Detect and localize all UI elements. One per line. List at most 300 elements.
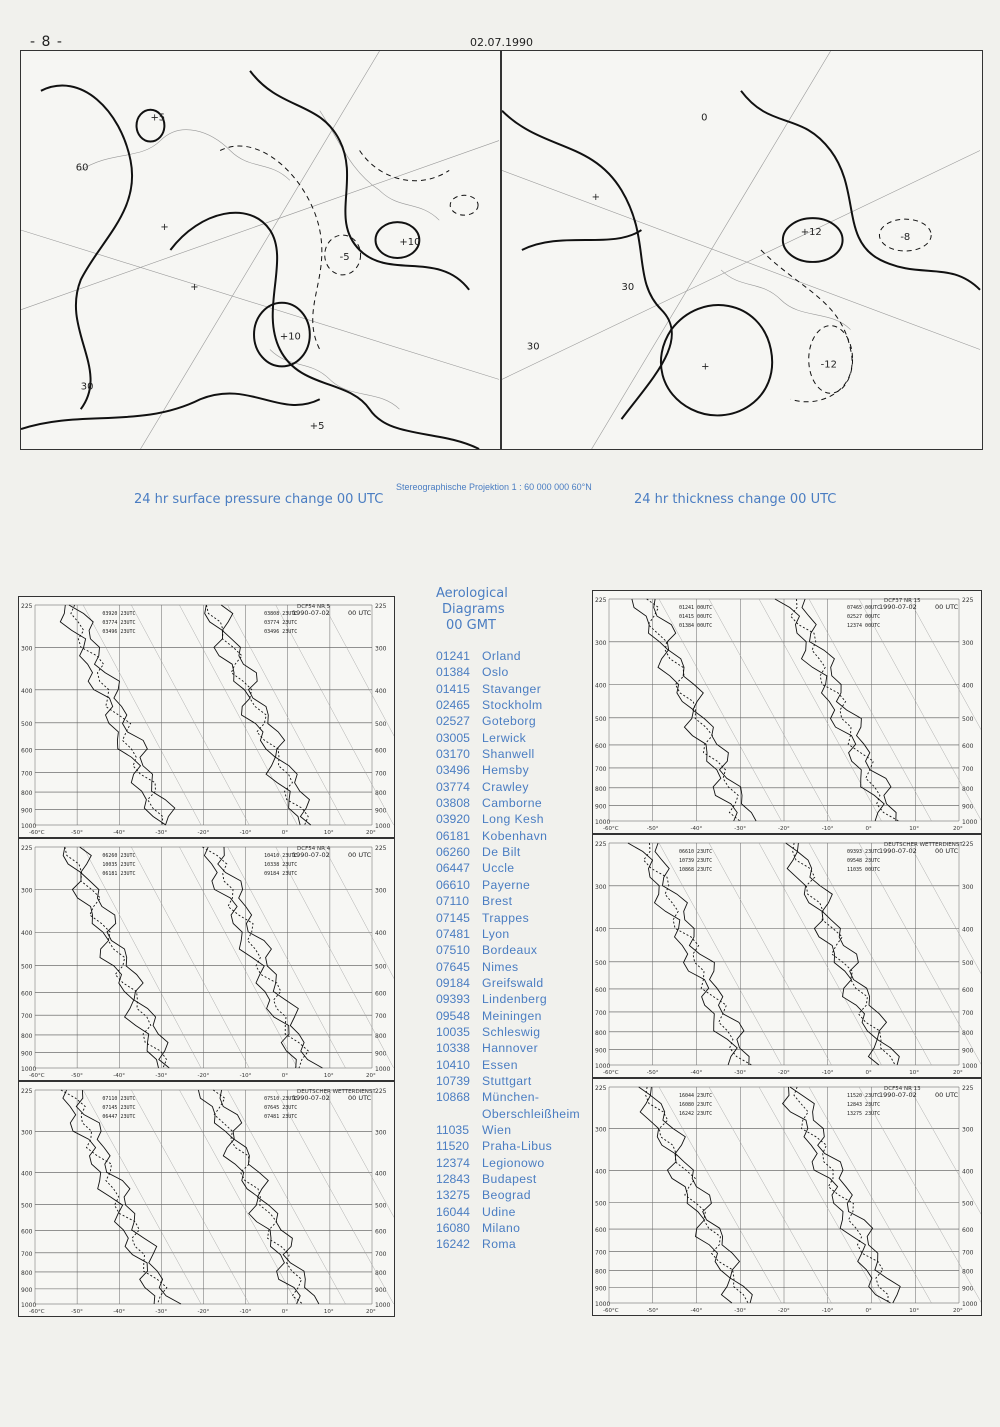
projection-note: Stereographische Projektion 1 : 60 000 000 60°N	[396, 482, 592, 492]
station-name: Praha-Libus	[482, 1139, 553, 1154]
diagram-svg	[19, 597, 394, 837]
svg-text:+: +	[701, 361, 710, 373]
pressure-label-left: 600	[595, 986, 607, 994]
station-row	[436, 1171, 596, 1187]
pressure-label-right: 600	[962, 742, 974, 750]
pressure-label-left: 900	[595, 1285, 607, 1293]
diagram-station-label: 09548 23UTC	[847, 858, 881, 864]
pressure-label-right: 225	[962, 597, 974, 604]
station-name: Roma	[482, 1237, 517, 1252]
pressure-label-right: 300	[375, 887, 387, 895]
station-name: Stuttgart	[482, 1073, 532, 1088]
station-code: 11035	[436, 1122, 469, 1137]
temperature-tick-label: -60°C	[603, 1070, 619, 1076]
pressure-label-right: 500	[962, 959, 974, 967]
temperature-tick-label: 20°	[953, 1070, 963, 1076]
temperature-tick-label: 10°	[909, 1070, 919, 1076]
aerological-diagram-6	[592, 1078, 982, 1316]
pressure-label-left: 300	[595, 639, 607, 647]
temperature-tick-label: -40°	[113, 1073, 125, 1079]
diagram-dcf-label: DCF37 NR 15	[884, 598, 921, 604]
diagram-utc: 00 UTC	[348, 609, 372, 617]
temperature-tick-label: 0°	[281, 830, 288, 836]
pressure-label-right: 600	[962, 1227, 974, 1235]
diagram-station-label: 01415 00UTC	[679, 614, 713, 620]
station-code: 03005	[436, 730, 470, 745]
thickness-map-drawing	[502, 51, 982, 449]
station-name: Essen	[482, 1057, 518, 1072]
diagram-utc: 00 UTC	[935, 847, 959, 855]
pressure-label-right: 500	[962, 715, 974, 723]
station-code: 13275	[436, 1188, 470, 1203]
pressure-label-right: 1000	[962, 1063, 978, 1070]
temperature-tick-label: 10°	[909, 826, 919, 832]
temperature-tick-label: 20°	[953, 826, 963, 832]
surface-pressure-caption: 24 hr surface pressure change 00 UTC	[134, 492, 384, 507]
temperature-tick-label: 0°	[865, 1308, 872, 1314]
station-row	[436, 828, 596, 844]
station-row	[436, 1155, 596, 1171]
station-name: Crawley	[482, 779, 529, 794]
pressure-label-right: 900	[962, 803, 974, 811]
pressure-label-left: 1000	[21, 1066, 37, 1073]
pressure-label-right: 600	[962, 986, 974, 994]
diagram-station-label: 10868 23UTC	[679, 867, 713, 873]
temperature-tick-label: 20°	[366, 1073, 376, 1079]
pressure-label-left: 400	[595, 1168, 607, 1176]
station-code: 07145	[436, 910, 470, 925]
station-row	[436, 910, 596, 926]
pressure-label-right: 800	[375, 1269, 387, 1277]
pressure-label-left: 700	[595, 765, 607, 773]
pressure-label-left: 225	[595, 841, 607, 848]
svg-text:0: 0	[701, 112, 708, 124]
pressure-label-right: 400	[962, 1168, 974, 1176]
station-name: Camborne	[482, 796, 543, 811]
diagram-station-label: 02527 00UTC	[847, 614, 881, 620]
pressure-label-right: 225	[375, 603, 387, 610]
pressure-label-right: 600	[375, 1228, 387, 1236]
diagram-station-label: 10410 23UTC	[264, 853, 298, 859]
station-code: 16242	[436, 1237, 470, 1252]
pressure-label-right: 500	[962, 1200, 974, 1208]
station-row	[436, 1057, 596, 1073]
pressure-label-left: 600	[595, 742, 607, 750]
pressure-label-right: 800	[962, 785, 974, 793]
pressure-label-right: 1000	[375, 1066, 391, 1073]
pressure-label-left: 300	[21, 645, 33, 653]
station-name: Udine	[482, 1204, 516, 1219]
pressure-label-left: 800	[21, 1032, 33, 1040]
pressure-label-left: 700	[595, 1249, 607, 1257]
station-row	[436, 1040, 596, 1056]
station-name: Oberschleißheim	[482, 1106, 581, 1121]
pressure-label-right: 900	[375, 1286, 387, 1294]
pressure-label-left: 900	[21, 807, 33, 815]
station-code: 10410	[436, 1057, 470, 1072]
temperature-tick-label: -20°	[778, 1308, 790, 1314]
diagram-station-label: 01384 00UTC	[679, 623, 713, 629]
diagram-station-label: 09393 23UTC	[847, 849, 881, 855]
svg-text:30: 30	[621, 281, 635, 293]
temperature-tick-label: -40°	[113, 1309, 125, 1315]
pressure-label-left: 500	[595, 1200, 607, 1208]
pressure-label-left: 225	[595, 1085, 607, 1092]
pressure-label-right: 600	[375, 747, 387, 755]
station-code: 09548	[436, 1008, 470, 1023]
station-name: Budapest	[482, 1172, 537, 1186]
station-row	[436, 664, 596, 680]
temperature-tick-label: -10°	[821, 826, 834, 832]
aerological-diagram-4	[592, 590, 982, 834]
temperature-tick-label: 0°	[281, 1309, 288, 1315]
station-row	[436, 713, 596, 729]
temperature-tick-label: 0°	[281, 1073, 288, 1079]
aerological-diagram-5	[592, 834, 982, 1078]
station-row	[436, 975, 596, 991]
station-row	[436, 746, 596, 762]
diagram-svg	[593, 591, 981, 833]
temperature-tick-label: -50°	[646, 1070, 659, 1076]
temperature-tick-label: -50°	[646, 1308, 659, 1314]
diagram-utc: 00 UTC	[935, 1091, 959, 1099]
station-name: Legionowo	[482, 1155, 545, 1170]
station-name: Bordeaux	[482, 943, 538, 958]
temperature-tick-label: -10°	[239, 1309, 252, 1315]
station-name: Stockholm	[482, 698, 543, 713]
pressure-label-left: 1000	[21, 823, 37, 830]
pressure-label-right: 500	[375, 720, 387, 728]
pressure-label-left: 900	[21, 1050, 33, 1058]
diagram-station-label: 03496 23UTC	[102, 629, 136, 635]
pressure-label-right: 300	[962, 883, 974, 891]
station-row	[436, 1204, 596, 1220]
station-name: Hannover	[482, 1041, 539, 1056]
station-code: 02465	[436, 698, 470, 713]
pressure-label-left: 225	[21, 845, 33, 852]
pressure-label-left: 800	[595, 785, 607, 793]
pressure-label-left: 800	[21, 790, 33, 798]
pressure-label-right: 500	[375, 1202, 387, 1210]
station-code: 12374	[436, 1155, 470, 1170]
diagram-date: 1990-07-02	[879, 603, 917, 611]
station-code: 03808	[436, 796, 470, 811]
temperature-tick-label: -30°	[734, 1070, 746, 1076]
pressure-label-left: 225	[595, 597, 607, 604]
temperature-tick-label: -20°	[197, 1309, 210, 1315]
pressure-label-right: 900	[962, 1047, 974, 1055]
diagram-station-label: 06260 23UTC	[102, 853, 136, 859]
temperature-tick-label: -30°	[734, 1308, 746, 1314]
station-code: 16044	[436, 1204, 470, 1219]
station-row	[436, 648, 596, 664]
station-name: Nimes	[482, 959, 519, 974]
svg-text:30: 30	[526, 341, 540, 353]
station-name: Oslo	[482, 665, 509, 680]
pressure-label-right: 225	[962, 841, 974, 848]
station-name: Trappes	[482, 910, 530, 925]
station-name: Stavanger	[482, 681, 542, 696]
pressure-label-right: 400	[375, 930, 387, 938]
diagram-station-label: 12843 23UTC	[847, 1102, 881, 1108]
station-row	[436, 1073, 596, 1089]
station-name: Schleswig	[482, 1024, 541, 1039]
temperature-tick-label: -30°	[155, 1073, 168, 1079]
diagram-station-label: 03774 23UTC	[102, 620, 136, 626]
pressure-label-right: 1000	[375, 1302, 391, 1309]
diagram-date: 1990-07-02	[292, 851, 330, 859]
pressure-label-right: 300	[375, 645, 387, 653]
pressure-label-left: 300	[595, 1126, 607, 1134]
station-row	[436, 1220, 596, 1236]
diagram-station-label: 03774 23UTC	[264, 620, 298, 626]
pressure-label-left: 600	[21, 1228, 33, 1236]
station-list	[436, 648, 596, 1253]
temperature-tick-label: -50°	[71, 1073, 83, 1079]
diagram-station-label: 16044 23UTC	[679, 1093, 713, 1099]
temperature-tick-label: 10°	[323, 1073, 334, 1079]
station-code: 16080	[436, 1221, 470, 1236]
station-row	[436, 844, 596, 860]
diagram-station-label: 10739 23UTC	[679, 858, 713, 864]
station-legend	[436, 586, 596, 1253]
diagram-station-label: 09184 23UTC	[264, 871, 298, 877]
diagram-station-label: 16242 23UTC	[679, 1111, 713, 1117]
pressure-label-right: 400	[962, 682, 974, 690]
temperature-tick-label: 0°	[865, 1070, 872, 1076]
pressure-label-left: 300	[21, 1129, 33, 1137]
pressure-label-left: 900	[595, 1047, 607, 1055]
diagram-station-label: 03496 23UTC	[264, 629, 298, 635]
pressure-label-right: 500	[375, 963, 387, 971]
diagram-station-label: 03920 23UTC	[102, 611, 136, 617]
station-row	[436, 811, 596, 827]
station-code: 03170	[436, 747, 470, 762]
station-code: 06610	[436, 877, 470, 892]
pressure-label-left: 700	[21, 1250, 33, 1258]
diagram-station-label: 07481 23UTC	[264, 1114, 298, 1120]
station-name: Kobenhavn	[482, 828, 548, 843]
station-code: 03774	[436, 779, 470, 794]
station-name: Lindenberg	[482, 992, 547, 1007]
station-name: Shanwell	[482, 747, 535, 762]
pressure-label-right: 225	[375, 1088, 387, 1095]
thickness-change-map	[501, 50, 983, 450]
pressure-label-left: 400	[21, 930, 33, 938]
svg-text:+12: +12	[800, 227, 822, 239]
temperature-tick-label: 20°	[953, 1308, 963, 1314]
temperature-tick-label: 0°	[865, 826, 872, 832]
station-row	[436, 779, 596, 795]
svg-text:+5: +5	[150, 112, 166, 124]
temperature-tick-label: -50°	[71, 1309, 83, 1315]
diagram-station-label: 10035 23UTC	[102, 862, 136, 868]
station-row	[436, 1024, 596, 1040]
station-name: Meiningen	[482, 1008, 542, 1023]
pressure-label-right: 700	[962, 1249, 974, 1257]
pressure-label-right: 800	[375, 1032, 387, 1040]
diagram-dcf-label: DCF54 NR 4	[297, 846, 331, 852]
station-code: 01241	[436, 649, 470, 663]
pressure-label-left: 600	[21, 990, 33, 998]
aerological-diagram-2	[18, 838, 395, 1081]
svg-text:+10: +10	[279, 331, 301, 343]
diagram-date: 1990-07-02	[292, 1094, 330, 1102]
temperature-tick-label: -40°	[690, 826, 703, 832]
diagram-station-label: 07465 00UTC	[847, 605, 881, 611]
aerological-diagram-3	[18, 1081, 395, 1317]
svg-text:-12: -12	[820, 359, 837, 371]
temperature-tick-label: -10°	[821, 1308, 834, 1314]
pressure-label-right: 800	[962, 1268, 974, 1276]
pressure-label-left: 225	[21, 1088, 33, 1095]
diagram-date: 1990-07-02	[879, 847, 917, 855]
pressure-label-left: 400	[21, 687, 33, 695]
station-row	[436, 942, 596, 958]
temperature-tick-label: -20°	[197, 1073, 210, 1079]
pressure-label-left: 225	[21, 603, 33, 610]
pressure-label-right: 700	[375, 1250, 387, 1258]
station-name: Wien	[482, 1122, 512, 1137]
pressure-map-drawing	[21, 51, 500, 449]
aerological-diagram-1	[18, 596, 395, 838]
pressure-label-right: 225	[962, 1085, 974, 1092]
temperature-tick-label: -40°	[113, 830, 125, 836]
pressure-label-right: 600	[375, 990, 387, 998]
station-row	[436, 860, 596, 876]
station-code: 07481	[436, 926, 470, 941]
station-name: Long Kesh	[482, 812, 544, 827]
pressure-label-right: 700	[962, 1009, 974, 1017]
station-code: 10035	[436, 1024, 470, 1039]
station-name: Orland	[482, 649, 521, 663]
temperature-tick-label: -30°	[155, 830, 168, 836]
legend-title-line: Aerological	[436, 586, 508, 601]
temperature-tick-label: -60°C	[603, 1308, 619, 1314]
station-name: Milano	[482, 1221, 521, 1236]
station-name: Hemsby	[482, 763, 530, 778]
legend-title-line: 00 GMT	[446, 618, 496, 633]
temperature-tick-label: -30°	[155, 1309, 168, 1315]
station-row	[436, 926, 596, 942]
diagram-svg	[593, 1079, 981, 1315]
temperature-tick-label: 20°	[366, 1309, 376, 1315]
station-row	[436, 1138, 596, 1154]
diagram-station-label: 16080 23UTC	[679, 1102, 713, 1108]
temperature-tick-label: -20°	[197, 830, 210, 836]
temperature-tick-label: -40°	[690, 1308, 703, 1314]
pressure-label-left: 300	[21, 887, 33, 895]
pressure-label-left: 600	[595, 1227, 607, 1235]
station-row	[436, 893, 596, 909]
station-row	[436, 1106, 596, 1122]
svg-text:30: 30	[80, 381, 94, 393]
station-name: Uccle	[482, 861, 515, 876]
pressure-label-left: 500	[595, 959, 607, 967]
station-code: 12843	[436, 1172, 470, 1186]
station-name: Beograd	[482, 1188, 531, 1203]
diagram-station-label: 07645 23UTC	[264, 1105, 298, 1111]
station-name: Lyon	[482, 926, 510, 941]
diagram-station-label: 11520 23UTC	[847, 1093, 881, 1099]
pressure-label-right: 800	[375, 790, 387, 798]
diagram-station-label: 10338 23UTC	[264, 862, 298, 868]
pressure-label-left: 500	[21, 963, 33, 971]
station-code: 06260	[436, 845, 470, 860]
pressure-label-left: 600	[21, 747, 33, 755]
pressure-label-right: 1000	[962, 819, 978, 826]
station-code: 10338	[436, 1041, 470, 1056]
pressure-label-left: 1000	[595, 1063, 611, 1070]
station-name: De Bilt	[482, 845, 521, 860]
station-row	[436, 730, 596, 746]
pressure-label-left: 1000	[595, 819, 611, 826]
pressure-label-left: 900	[595, 803, 607, 811]
temperature-tick-label: -20°	[778, 826, 790, 832]
pressure-label-left: 400	[595, 682, 607, 690]
diagram-station-label: 06181 23UTC	[102, 871, 136, 877]
temperature-tick-label: -20°	[778, 1070, 790, 1076]
svg-text:+: +	[160, 222, 169, 234]
pressure-label-left: 800	[595, 1268, 607, 1276]
diagram-svg	[19, 839, 394, 1080]
pressure-label-left: 400	[595, 926, 607, 934]
temperature-tick-label: -40°	[690, 1070, 703, 1076]
station-code: 07510	[436, 943, 470, 958]
page-date: 02.07.1990	[470, 36, 533, 49]
pressure-label-right: 400	[375, 687, 387, 695]
diagram-dcf-label: DCF54 NR 5	[297, 604, 331, 610]
svg-text:60: 60	[75, 162, 89, 174]
diagram-dcf-label: DEUTSCHER WETTERDIENST	[884, 842, 963, 848]
diagram-station-label: 07510 23UTC	[264, 1096, 298, 1102]
pressure-label-right: 900	[375, 1050, 387, 1058]
pressure-label-right: 700	[375, 1013, 387, 1021]
diagram-dcf-label: DEUTSCHER WETTERDIENST	[297, 1089, 376, 1095]
station-row	[436, 681, 596, 697]
svg-text:+5: +5	[309, 421, 325, 433]
station-row	[436, 1008, 596, 1024]
diagram-station-label: 03808 23UTC	[264, 611, 298, 617]
pressure-label-right: 1000	[962, 1301, 978, 1308]
svg-text:+10: +10	[399, 237, 421, 249]
station-code: 03920	[436, 812, 470, 827]
pressure-label-right: 225	[375, 845, 387, 852]
temperature-tick-label: -50°	[646, 826, 659, 832]
diagram-station-label: 06447 23UTC	[102, 1114, 136, 1120]
temperature-tick-label: -60°C	[29, 830, 45, 836]
diagram-svg	[593, 835, 981, 1077]
legend-title-line: Diagrams	[442, 602, 505, 617]
pressure-label-left: 1000	[595, 1301, 611, 1308]
temperature-tick-label: 20°	[366, 830, 376, 836]
pressure-label-right: 700	[375, 770, 387, 778]
station-row	[436, 697, 596, 713]
station-name: Lerwick	[482, 730, 527, 745]
pressure-label-right: 800	[962, 1029, 974, 1037]
legend-title	[436, 586, 596, 634]
pressure-label-right: 400	[375, 1170, 387, 1178]
station-name: Brest	[482, 894, 513, 909]
temperature-tick-label: -10°	[821, 1070, 834, 1076]
station-code: 07110	[436, 894, 469, 909]
page-number: - 8 -	[30, 34, 63, 50]
station-code: 02527	[436, 714, 470, 729]
diagram-dcf-label: DCF54 NR 13	[884, 1086, 921, 1092]
station-row	[436, 991, 596, 1007]
diagram-date: 1990-07-02	[292, 609, 330, 617]
station-row	[436, 959, 596, 975]
